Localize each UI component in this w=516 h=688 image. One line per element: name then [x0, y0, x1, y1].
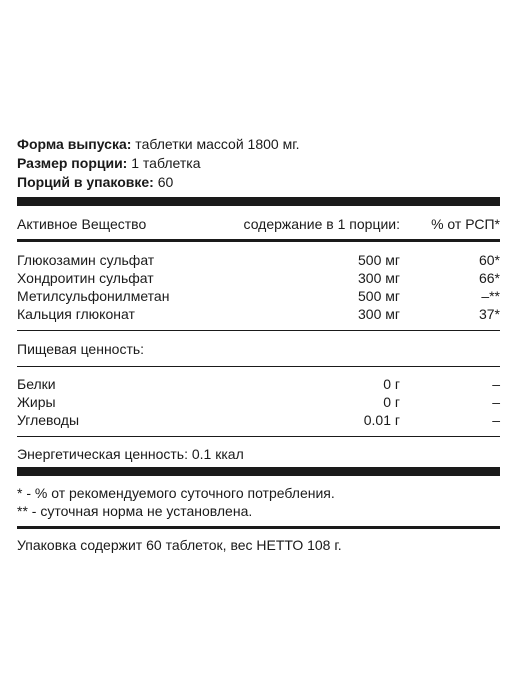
- ingredient-name: Метилсульфонилметан: [17, 288, 170, 304]
- ingredient-amount: 300 мг: [358, 270, 400, 286]
- divider-header: [17, 239, 500, 242]
- table-row: [17, 305, 500, 323]
- ingredient-name: Глюкозамин сульфат: [17, 252, 155, 268]
- nutrient-rdi: –: [492, 394, 500, 410]
- ingredient-amount: 500 мг: [358, 252, 400, 268]
- ingredient-amount: 500 мг: [358, 288, 400, 304]
- header-substance: Активное Вещество: [17, 216, 147, 232]
- ingredient-rdi: 66*: [478, 270, 500, 286]
- footnote-no-norm: ** - суточная норма не установлена.: [17, 503, 253, 519]
- divider-thick-top: [17, 197, 500, 206]
- release-form-value: таблетки массой 1800 мг.: [131, 136, 300, 152]
- servings-per-package-value: 60: [153, 174, 174, 190]
- nutrient-amount: 0.01 г: [363, 412, 400, 428]
- release-form-label: Форма выпуска:: [17, 136, 132, 152]
- table-row: [17, 251, 500, 269]
- table-row: [17, 393, 500, 411]
- nutrient-name: Белки: [17, 376, 56, 392]
- header-content: содержание в 1 порции:: [243, 216, 400, 232]
- nutrient-rdi: –: [492, 412, 500, 428]
- nutrient-amount: 0 г: [383, 394, 400, 410]
- package-note: Упаковка содержит 60 таблеток, вес НЕТТО 108 г.: [17, 537, 342, 553]
- footnote-rdi: * - % от рекомендуемого суточного потребления.: [17, 485, 335, 501]
- ingredient-rdi: 37*: [478, 306, 500, 322]
- serving-size-value: 1 таблетка: [127, 155, 201, 171]
- nutrient-name: Углеводы: [17, 412, 80, 428]
- release-form-line: [17, 135, 300, 153]
- nutrition-title: Пищевая ценность:: [17, 341, 145, 357]
- ingredient-name: Кальция глюконат: [17, 306, 135, 322]
- ingredient-amount: 300 мг: [358, 306, 400, 322]
- ingredient-rdi: 60*: [478, 252, 500, 268]
- divider-active-end: [17, 330, 500, 331]
- table-row: [17, 375, 500, 393]
- ingredient-name: Хондроитин сульфат: [17, 270, 154, 286]
- serving-size-line: [17, 154, 200, 172]
- table-row: [17, 287, 500, 305]
- nutrient-name: Жиры: [17, 394, 56, 410]
- header-rdi: % от РСП*: [431, 216, 500, 232]
- energy-value: Энергетическая ценность: 0.1 ккал: [17, 446, 244, 462]
- table-row: [17, 411, 500, 429]
- servings-per-package-label: Порций в упаковке:: [17, 174, 154, 190]
- servings-per-package-line: [17, 173, 173, 191]
- table-row: [17, 269, 500, 287]
- divider-thick-bottom: [17, 467, 500, 476]
- nutrient-rdi: –: [492, 376, 500, 392]
- divider-footer: [17, 526, 500, 529]
- nutrient-amount: 0 г: [383, 376, 400, 392]
- table-header-row: [17, 215, 500, 233]
- divider-nutrition-title: [17, 366, 500, 367]
- serving-size-label: Размер порции:: [17, 155, 128, 171]
- ingredient-rdi: –**: [481, 288, 500, 304]
- divider-nutrition-end: [17, 436, 500, 437]
